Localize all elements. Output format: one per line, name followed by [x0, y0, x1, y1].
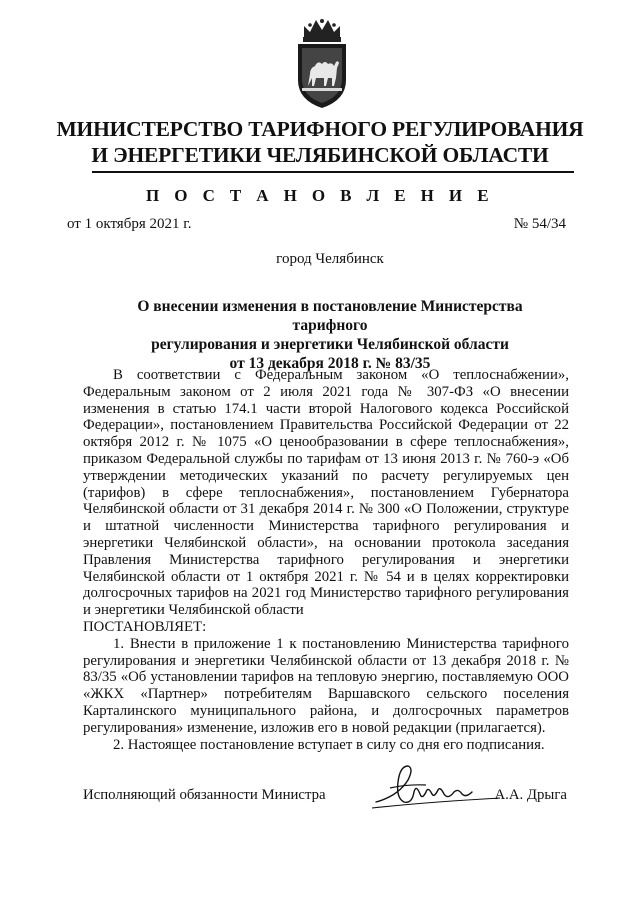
subject-line3: от 13 декабря 2018 г. № 83/35: [229, 355, 431, 372]
signatory-title: Исполняющий обязанности Министра: [83, 787, 326, 803]
handwritten-signature-icon: [368, 758, 508, 818]
header-divider: [92, 171, 574, 173]
resolves-heading: ПОСТАНОВЛЯЕТ:: [83, 618, 207, 635]
item-2-paragraph: 2. Настоящее постановление вступает в силу со дня его подписания.: [113, 736, 545, 753]
preamble-paragraph: В соответствии с Федеральным законом «О теплоснабжении», Федеральным законом от 2 июля 2021 года № 307-ФЗ «О внесении изменения в статью 174.1 части второй Налогового кодекса Российской Федерации», постановлением Правительства Российской Федерации от 22 октября 2012 г. № 1075 «О ценообразовании в сфере теплоснабжения», приказом Федеральной службы по тарифам от 13 июня 2013 г. № 760-э «Об утверждении методических указаний по расчету регулируемых цен (тарифов) в сфере теплоснабжения», постановлением Губернатора Челябинской области от 31 декабря 2014 г. № 300 «О Положении, структуре и штатной численности Министерства тарифного регулирования и энергетики Челябинской области», на основании протокола заседания Правления Министерства тарифного регулирования и энергетики Челябинской области от 1 октября 2021 г. № 54 и в целях корректировки долгосрочных тарифов на 2021 год Министерство тарифного регулирования и энергетики Челябинской области: [83, 367, 569, 619]
document-subject: [100, 297, 560, 373]
document-type: П О С Т А Н О В Л Е Н И Е: [146, 186, 494, 205]
document-body: [83, 367, 569, 753]
subject-line1: О внесении изменения в постановление Министерства тарифного: [137, 298, 523, 334]
item-1-paragraph: 1. Внести в приложение 1 к постановлению Министерства тарифного регулирования и энергетики Челябинской области от 13 декабря 2018 г. № 83/35 «Об установлении тарифов на тепловую энергию, поставляемую ООО «ЖКХ «Партнер» потребителям Варшавского сельского поселения Карталинского муниципального района, и долгосрочных параметров регулирования» изменение, изложив его в новой редакции (прилагается).: [83, 635, 569, 736]
ministry-name-line2: И ЭНЕРГЕТИКИ ЧЕЛЯБИНСКОЙ ОБЛАСТИ: [91, 143, 549, 167]
ministry-name-line1: МИНИСТЕРСТВО ТАРИФНОГО РЕГУЛИРОВАНИЯ: [56, 117, 584, 141]
ministry-name: [0, 116, 640, 168]
document-city: город Челябинск: [276, 251, 384, 267]
document-date: от 1 октября 2021 г.: [67, 216, 192, 232]
coat-of-arms-icon: [290, 16, 354, 110]
subject-line2: регулирования и энергетики Челябинской области: [151, 336, 509, 353]
signatory-name: А.А. Дрыга: [494, 787, 567, 803]
document-number: № 54/34: [513, 216, 566, 232]
